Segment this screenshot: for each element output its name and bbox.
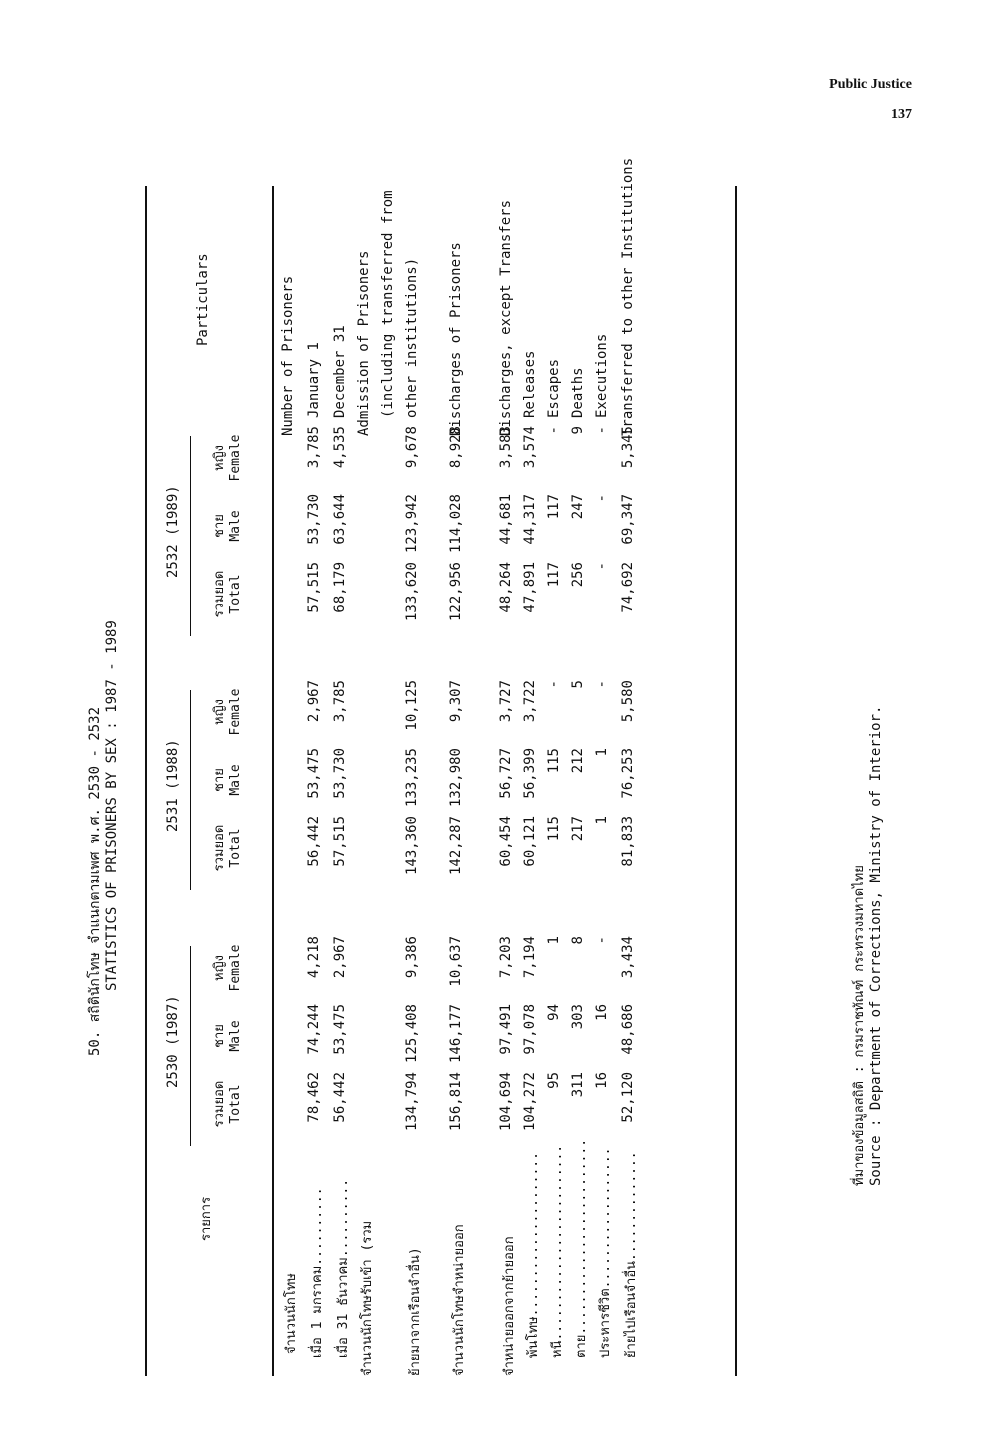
value-cell: 57,515 xyxy=(332,816,348,867)
column-header-english: Male xyxy=(228,510,243,542)
value-cell: 97,491 xyxy=(498,1004,514,1055)
value-cell: - xyxy=(594,426,610,435)
column-header-english: Total xyxy=(228,574,243,614)
value-cell: 47,891 xyxy=(522,562,538,613)
value-cell: - xyxy=(594,936,610,945)
row-label-english: Transferred to other Institutions xyxy=(620,157,636,436)
value-cell: 16 xyxy=(594,1004,610,1021)
value-cell: 133,235 xyxy=(404,748,420,808)
value-cell: 8,928 xyxy=(448,426,464,469)
value-cell: 1 xyxy=(594,748,610,757)
value-cell: 115 xyxy=(546,816,562,842)
table-title-thai: 50. สถิตินักโทษ จำแนกตามเพศ พ.ศ. 2530 - 2532 xyxy=(87,706,103,1056)
column-header-english: Female xyxy=(228,434,243,482)
value-cell: 3,727 xyxy=(498,680,514,723)
column-header-english: Male xyxy=(228,764,243,796)
value-cell: 53,730 xyxy=(306,494,322,545)
items-header: รายการ xyxy=(199,1196,214,1241)
value-cell: 7,203 xyxy=(498,936,514,979)
row-label-english: Number of Prisoners xyxy=(280,275,296,436)
column-header-english: Female xyxy=(228,688,243,736)
row-label-thai: เมื่อ 31 ธันวาคม.......... xyxy=(336,1178,351,1358)
value-cell: 156,814 xyxy=(448,1072,464,1132)
value-cell: 48,686 xyxy=(620,1004,636,1055)
value-cell: 9,678 xyxy=(404,426,420,469)
row-label-english: January 1 xyxy=(306,342,322,418)
value-cell: 104,694 xyxy=(498,1072,514,1132)
section-title: Public Justice xyxy=(829,77,912,92)
value-cell: 95 xyxy=(546,1072,562,1089)
value-cell: 125,408 xyxy=(404,1004,420,1064)
value-cell: 114,028 xyxy=(448,494,464,554)
column-header-thai: ชาย xyxy=(212,1024,227,1048)
column-header-english: Total xyxy=(228,828,243,868)
value-cell: 7,194 xyxy=(522,936,538,979)
value-cell: 1 xyxy=(546,936,562,945)
row-label-thai: หนี......................... xyxy=(550,1144,565,1358)
value-cell: 303 xyxy=(570,1004,586,1030)
value-cell: 74,692 xyxy=(620,562,636,613)
value-cell: 2,967 xyxy=(306,680,322,723)
row-label-thai: ตาย......................... xyxy=(574,1138,589,1358)
column-header-thai: รวมยอด xyxy=(212,824,227,872)
year-group-rule xyxy=(190,690,191,890)
value-cell: 217 xyxy=(570,816,586,842)
value-cell: 1 xyxy=(594,816,610,825)
column-header-thai: ชาย xyxy=(212,514,227,538)
value-cell: 56,442 xyxy=(332,1072,348,1123)
value-cell: - xyxy=(546,426,562,435)
value-cell: 247 xyxy=(570,494,586,520)
value-cell: 53,730 xyxy=(332,748,348,799)
value-cell: 5 xyxy=(570,680,586,689)
row-label-english: (including transferred from xyxy=(380,190,396,418)
particulars-header: Particulars xyxy=(195,253,211,346)
value-cell: 212 xyxy=(570,748,586,774)
value-cell: 115 xyxy=(546,748,562,774)
value-cell: 122,956 xyxy=(448,562,464,622)
bottom-rule xyxy=(735,186,737,1376)
value-cell: 60,454 xyxy=(498,816,514,867)
column-header-thai: รวมยอด xyxy=(212,1080,227,1128)
value-cell: 74,244 xyxy=(306,1004,322,1055)
value-cell: 117 xyxy=(546,562,562,588)
row-label-english: Deaths xyxy=(570,367,586,418)
value-cell: - xyxy=(594,494,610,503)
row-label-english: other institutions) xyxy=(404,257,420,418)
row-label-thai: เมื่อ 1 มกราคม.......... xyxy=(310,1187,325,1358)
year-header: 2530 (1987) xyxy=(165,995,181,1088)
value-cell: 4,535 xyxy=(332,426,348,469)
year-header: 2531 (1988) xyxy=(165,739,181,832)
top-rule xyxy=(145,186,147,1376)
value-cell: 53,475 xyxy=(332,1004,348,1055)
value-cell: 134,794 xyxy=(404,1072,420,1132)
value-cell: 9,307 xyxy=(448,680,464,723)
value-cell: - xyxy=(594,562,610,571)
column-header-english: Total xyxy=(228,1084,243,1124)
value-cell: 146,177 xyxy=(448,1004,464,1064)
value-cell: 4,218 xyxy=(306,936,322,979)
value-cell: 142,287 xyxy=(448,816,464,876)
source-english: Source : Department of Corrections, Ministry of Interior. xyxy=(868,705,884,1186)
value-cell: 60,121 xyxy=(522,816,538,867)
value-cell: 69,347 xyxy=(620,494,636,545)
table-title-english: STATISTICS OF PRISONERS BY SEX : 1987 - 1989 xyxy=(104,620,120,991)
value-cell: 53,475 xyxy=(306,748,322,799)
value-cell: 44,317 xyxy=(522,494,538,545)
column-header-english: Male xyxy=(228,1020,243,1052)
row-label-english: Releases xyxy=(522,350,538,418)
row-label-thai: ย้ายไปเรือนจำอื่น.............. xyxy=(624,1151,639,1358)
value-cell: 5,345 xyxy=(620,426,636,469)
value-cell: 2,967 xyxy=(332,936,348,979)
column-header-thai: ชาย xyxy=(212,768,227,792)
value-cell: 97,078 xyxy=(522,1004,538,1055)
value-cell: 143,360 xyxy=(404,816,420,876)
value-cell: 76,253 xyxy=(620,748,636,799)
value-cell: 311 xyxy=(570,1072,586,1098)
value-cell: - xyxy=(594,680,610,689)
row-label-english: Admission of Prisoners xyxy=(356,250,372,436)
value-cell: 104,272 xyxy=(522,1072,538,1132)
column-header-thai: รวมยอด xyxy=(212,570,227,618)
value-cell: 78,462 xyxy=(306,1072,322,1123)
value-cell: 56,442 xyxy=(306,816,322,867)
row-label-english: Discharges of Prisoners xyxy=(448,242,464,436)
value-cell: 9,386 xyxy=(404,936,420,979)
value-cell: 56,727 xyxy=(498,748,514,799)
value-cell: 3,583 xyxy=(498,426,514,469)
row-label-thai: ประหารชีวิต.................. xyxy=(598,1147,613,1358)
value-cell: 81,833 xyxy=(620,816,636,867)
value-cell: 44,681 xyxy=(498,494,514,545)
row-label-english: December 31 xyxy=(332,325,348,418)
row-label-thai: พ้นโทษ..................... xyxy=(526,1152,541,1358)
value-cell: 68,179 xyxy=(332,562,348,613)
value-cell: 9 xyxy=(570,426,586,435)
year-group-rule xyxy=(190,946,191,1146)
row-label-english: Discharges, except Transfers xyxy=(498,199,514,436)
value-cell: 5,580 xyxy=(620,680,636,723)
value-cell: 256 xyxy=(570,562,586,588)
value-cell: 63,644 xyxy=(332,494,348,545)
value-cell: 3,434 xyxy=(620,936,636,979)
row-label-thai: จำนวนนักโทษรับเข้า (รวม xyxy=(360,1220,375,1376)
value-cell: 52,120 xyxy=(620,1072,636,1123)
value-cell: 3,574 xyxy=(522,426,538,469)
value-cell: 48,264 xyxy=(498,562,514,613)
column-header-thai: หญิง xyxy=(212,955,227,981)
value-cell: 8 xyxy=(570,936,586,945)
value-cell: 57,515 xyxy=(306,562,322,613)
column-header-thai: หญิง xyxy=(212,445,227,471)
row-label-thai: จำนวนนักโทษ xyxy=(284,1273,299,1354)
value-cell: 123,942 xyxy=(404,494,420,554)
value-cell: 3,722 xyxy=(522,680,538,723)
source-thai: ที่มาของข้อมูลสถิติ : กรมราชทัณฑ์ กระทรวงมหาดไทย xyxy=(852,865,867,1186)
value-cell: 94 xyxy=(546,1004,562,1021)
value-cell: 117 xyxy=(546,494,562,520)
row-label-english: Executions xyxy=(594,333,610,418)
value-cell: 3,785 xyxy=(332,680,348,723)
value-cell: 3,785 xyxy=(306,426,322,469)
header-bottom-rule xyxy=(272,186,274,1376)
year-header: 2532 (1989) xyxy=(165,485,181,578)
value-cell: 16 xyxy=(594,1072,610,1089)
year-group-rule xyxy=(190,436,191,636)
value-cell: 10,125 xyxy=(404,680,420,731)
column-header-english: Female xyxy=(228,944,243,992)
value-cell: 10,637 xyxy=(448,936,464,987)
column-header-thai: หญิง xyxy=(212,699,227,725)
row-label-thai: จำหน่ายออกจากย้ายออก xyxy=(502,1236,517,1376)
value-cell: 133,620 xyxy=(404,562,420,622)
value-cell: 56,399 xyxy=(522,748,538,799)
value-cell: 132,980 xyxy=(448,748,464,808)
row-label-thai: จำนวนนักโทษจำหน่ายออก xyxy=(452,1224,467,1376)
row-label-english: Escapes xyxy=(546,358,562,418)
row-label-thai: ย้ายมาจากเรือนจำอื่น) xyxy=(408,1247,423,1376)
value-cell: - xyxy=(546,680,562,689)
page-number: 137 xyxy=(891,107,912,122)
